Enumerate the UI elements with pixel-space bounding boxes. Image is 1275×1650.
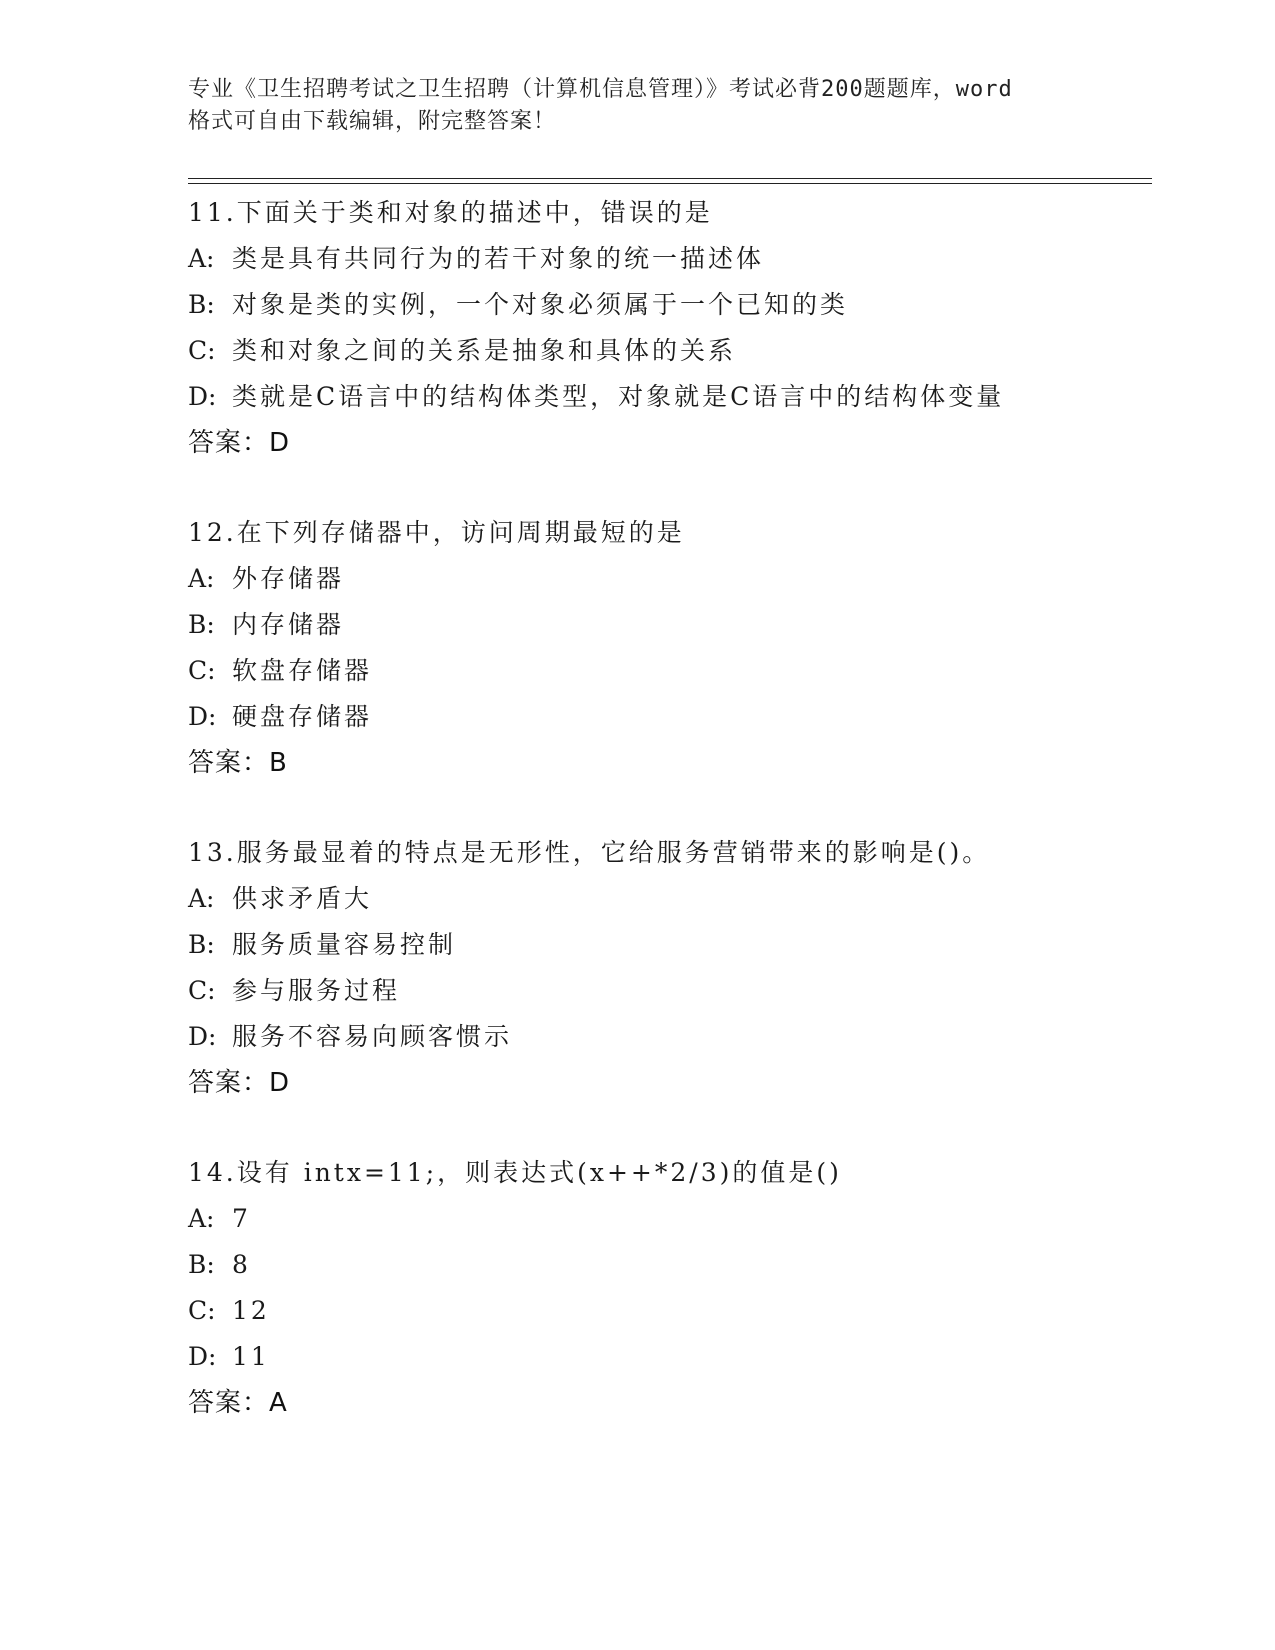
option-c <box>188 648 1148 694</box>
option-text: 服务不容易向顾客惯示 <box>232 1022 513 1051</box>
option-text: 对象是类的实例，一个对象必须属于一个已知的类 <box>232 290 849 319</box>
option-c <box>188 968 1148 1014</box>
option-text: 12 <box>232 1296 270 1325</box>
question-12 <box>188 510 1148 786</box>
option-c <box>188 1288 1148 1334</box>
option-letter: B: <box>188 1250 215 1279</box>
option-letter: D: <box>188 1022 217 1051</box>
option-letter: D: <box>188 1342 217 1371</box>
option-b <box>188 1242 1148 1288</box>
option-letter: A: <box>188 244 215 273</box>
answer-line: 答案：D <box>188 1068 291 1098</box>
option-text: 类和对象之间的关系是抽象和具体的关系 <box>232 336 737 365</box>
question-stem: 12.在下列存储器中，访问周期最短的是 <box>188 518 685 547</box>
answer-line: 答案：A <box>188 1388 288 1418</box>
header-divider-bottom <box>188 183 1152 184</box>
option-letter: B: <box>188 610 215 639</box>
option-text: 外存储器 <box>232 564 345 593</box>
option-letter: C: <box>188 1296 216 1325</box>
header-line-2: 格式可自由下载编辑，附完整答案！ <box>188 109 557 134</box>
option-letter: B: <box>188 930 215 959</box>
question-stem: 11.下面关于类和对象的描述中，错误的是 <box>188 198 713 227</box>
option-d <box>188 694 1148 740</box>
option-text: 8 <box>232 1250 251 1279</box>
option-letter: B: <box>188 290 215 319</box>
option-letter: D: <box>188 702 217 731</box>
option-b <box>188 922 1148 968</box>
option-text: 内存储器 <box>232 610 345 639</box>
option-letter: A: <box>188 564 215 593</box>
option-d <box>188 1014 1148 1060</box>
option-text: 供求矛盾大 <box>232 884 373 913</box>
answer-line: 答案：D <box>188 428 291 458</box>
answer-line: 答案：B <box>188 748 288 778</box>
question-stem: 14.设有 intx=11;，则表达式(x++*2/3)的值是() <box>188 1158 842 1187</box>
option-text: 11 <box>232 1342 270 1371</box>
option-c <box>188 328 1148 374</box>
option-d <box>188 1334 1148 1380</box>
option-text: 参与服务过程 <box>232 976 401 1005</box>
option-letter: C: <box>188 656 216 685</box>
option-a <box>188 556 1148 602</box>
option-a <box>188 876 1148 922</box>
option-text: 软盘存储器 <box>232 656 373 685</box>
question-13 <box>188 830 1148 1106</box>
option-text: 硬盘存储器 <box>232 702 373 731</box>
option-text: 7 <box>232 1204 251 1233</box>
header-divider-top <box>188 178 1152 179</box>
option-b <box>188 282 1148 328</box>
header-line-1: 专业《卫生招聘考试之卫生招聘（计算机信息管理）》考试必背200题题库，word <box>188 77 1013 102</box>
option-letter: A: <box>188 1204 215 1233</box>
option-letter: C: <box>188 976 216 1005</box>
option-text: 服务质量容易控制 <box>232 930 457 959</box>
question-stem: 13.服务最显着的特点是无形性，它给服务营销带来的影响是()。 <box>188 838 991 867</box>
option-d <box>188 374 1148 420</box>
option-a <box>188 236 1148 282</box>
option-b <box>188 602 1148 648</box>
option-text: 类是具有共同行为的若干对象的统一描述体 <box>232 244 765 273</box>
document-header <box>188 74 1108 138</box>
option-letter: D: <box>188 382 217 411</box>
option-letter: C: <box>188 336 216 365</box>
option-a <box>188 1196 1148 1242</box>
option-text: 类就是C语言中的结构体类型，对象就是C语言中的结构体变量 <box>232 382 1005 411</box>
question-11 <box>188 190 1148 466</box>
question-14 <box>188 1150 1148 1426</box>
option-letter: A: <box>188 884 215 913</box>
